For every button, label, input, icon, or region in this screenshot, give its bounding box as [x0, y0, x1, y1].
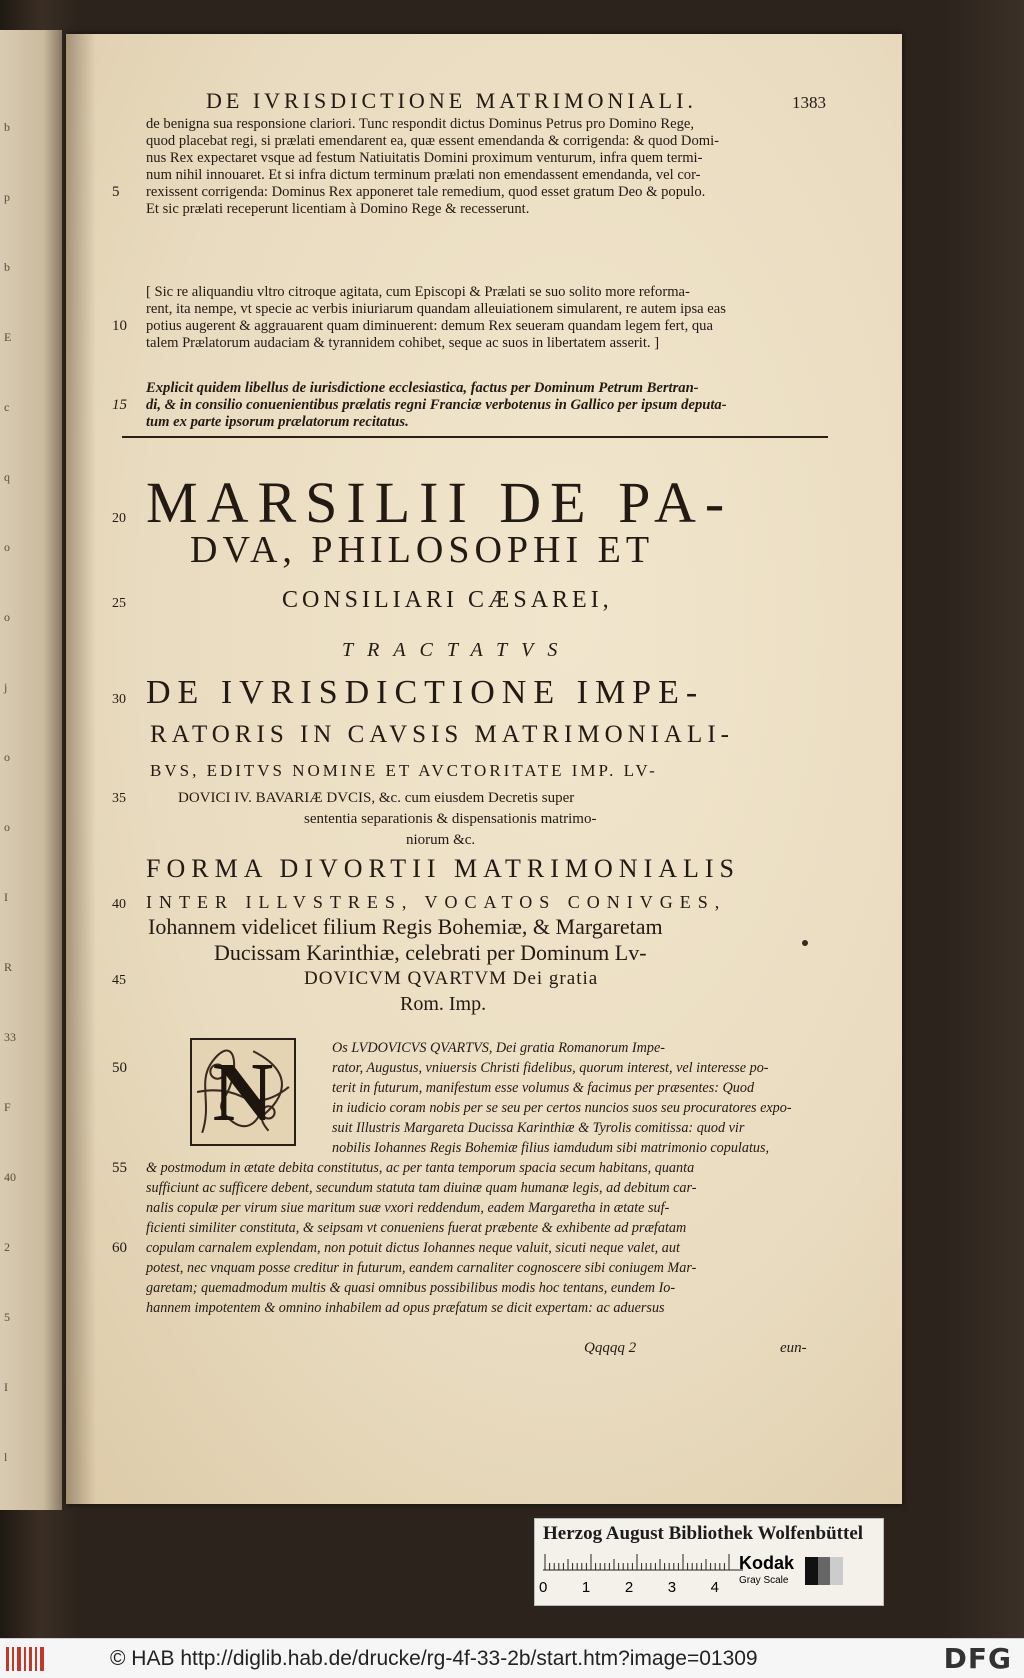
line-text: de benigna sua responsione clariori. Tunc respondit dictus Dominus Petrus pro Domino Rege,: [146, 116, 695, 132]
title-line: [112, 894, 840, 913]
catchword: eun-: [780, 1340, 807, 1356]
facing-page-mark: l: [4, 1450, 8, 1464]
title-text: Rom. Imp.: [400, 993, 487, 1015]
text-line: [112, 1058, 840, 1078]
facing-page-mark: o: [4, 610, 10, 624]
signature-mark: Qqqqq 2: [584, 1340, 637, 1356]
facing-page-mark: b: [4, 120, 10, 134]
text-line: [112, 1298, 840, 1318]
title-text: Ducissam Karinthiæ, celebrati per Dominum Lv-: [214, 940, 647, 965]
folio-number: 1383: [792, 93, 826, 112]
text-line: [112, 1218, 840, 1238]
facing-page-mark: I: [4, 1380, 8, 1394]
ruler-number: 2: [624, 1579, 634, 1596]
text-line: [112, 1278, 840, 1298]
title-text: TRACTATVS: [342, 639, 572, 661]
text-line: [112, 184, 840, 201]
text-line: [112, 1258, 840, 1278]
line-number: 55: [112, 1160, 127, 1176]
text-line: [112, 1178, 840, 1198]
ruler-number: 4: [710, 1579, 719, 1596]
bracket-paragraph: [112, 284, 840, 352]
line-text: Os LVDOVICVS QVARTVS, Dei gratia Romanorum Impe-: [332, 1040, 665, 1056]
line-number: 10: [112, 318, 127, 334]
kodak-brand: Kodak: [739, 1553, 795, 1573]
ruler-scale: [543, 1553, 743, 1571]
text-line: [112, 380, 840, 397]
line-number: 5: [112, 184, 120, 200]
title-line: [112, 472, 840, 534]
running-title: DE IVRISDICTIONE MATRIMONIALI.: [206, 88, 697, 113]
line-number: 50: [112, 1060, 127, 1076]
title-text: DE IVRISDICTIONE IMPE-: [146, 674, 705, 711]
initial-letter: N: [212, 1045, 274, 1139]
title-text: FORMA DIVORTII MATRIMONIALIS: [146, 854, 741, 883]
line-number: 20: [112, 511, 126, 526]
text-line: [112, 1118, 840, 1138]
text-line: [112, 201, 840, 218]
text-line: [112, 1158, 840, 1178]
title-text: CONSILIARI CÆSAREI,: [282, 587, 613, 613]
line-text: garetam; quemadmodum multis & quasi omnibus possibilibus modis hoc tentans, eundem Io-: [146, 1280, 676, 1296]
text-line: [112, 1198, 840, 1218]
title-line: [112, 721, 840, 748]
copyright-text: © HAB: [110, 1646, 175, 1670]
facing-page-mark: 2: [4, 1240, 10, 1254]
text-line: [112, 133, 840, 150]
text-line: [112, 318, 840, 335]
facing-page-mark: o: [4, 820, 10, 834]
running-head: [206, 88, 826, 114]
facing-page-mark: I: [4, 890, 8, 904]
text-line: [112, 1078, 840, 1098]
library-color-card: [534, 1518, 884, 1606]
title-text: Iohannem videlicet filium Regis Bohemiæ, & Margaretam: [148, 914, 663, 939]
title-line: [112, 811, 840, 828]
facing-page-mark: o: [4, 540, 10, 554]
facing-page-mark: E: [4, 330, 12, 344]
line-text: & postmodum in ætate debita constitutus, ac per tanta temporum spacia secum habitans, quanta: [146, 1160, 695, 1176]
facing-page-mark: R: [4, 960, 13, 974]
line-number: 30: [112, 692, 126, 707]
ink-dot: [802, 940, 808, 946]
line-text: ficienti similiter constituta, & seipsam vt conueniens fuerat præbente & exhibente ad præfatam: [146, 1220, 687, 1236]
title-line: [112, 587, 840, 613]
book-page: [66, 34, 902, 1504]
line-text: potest, nec vnquam posse creditur in futurum, eandem carnaliter cognoscere sibi coniugem Mar-: [146, 1260, 697, 1276]
line-number: 25: [112, 596, 126, 611]
facing-page-mark: F: [4, 1100, 11, 1114]
title-line: [112, 914, 840, 939]
line-number: 60: [112, 1240, 127, 1256]
title-line: [112, 940, 840, 965]
hab-barcode-logo-icon: [4, 1644, 54, 1674]
footer-credit: [110, 1647, 758, 1671]
facing-page-mark: c: [4, 400, 10, 414]
title-line: [112, 832, 840, 849]
title-line: [112, 674, 840, 711]
line-text: sufficiunt ac sufficere debent, secundum statuta tam diuinæ quam humanæ legis, ad debitum car-: [146, 1180, 697, 1196]
viewer-footer: [0, 1638, 1024, 1678]
text-line: [112, 414, 840, 431]
text-line: [112, 284, 840, 301]
line-text: Et sic prælati receperunt licentiam à Domino Rege & recesserunt.: [146, 201, 530, 217]
facing-page-mark: b: [4, 260, 10, 274]
facing-page-mark: j: [4, 680, 8, 694]
facing-page-mark: 33: [4, 1030, 16, 1044]
text-line: [112, 301, 840, 318]
title-text: RATORIS IN CAVSIS MATRIMONIALI-: [150, 721, 734, 748]
dfg-logo: DFG: [943, 1642, 1012, 1675]
text-line: [112, 1238, 840, 1258]
title-line: [112, 529, 840, 571]
line-text: [ Sic re aliquandiu vltro citroque agitata, cum Episcopi & Prælati se suo solito more reforma-: [146, 284, 690, 300]
facing-page-edge: [0, 30, 62, 1510]
title-text: INTER ILLVSTRES, VOCATOS CONIVGES,: [146, 892, 727, 912]
line-text: num nihil innouaret. Et si infra dictum terminum prælati non emendassent emendanda, vel cor-: [146, 167, 701, 183]
title-text: sententia separationis & dispensationis matrimo-: [304, 811, 597, 827]
line-text: potius augerent & aggrauarent quam diminuerent: demum Rex seueram quandam legem fert, qua: [146, 318, 713, 334]
title-line: [112, 854, 840, 883]
line-text: suit Illustris Margareta Ducissa Karinthiæ & Tyrolis comitissa: quod vir: [332, 1120, 745, 1136]
text-line: [112, 397, 840, 414]
facing-page-mark: p: [4, 190, 10, 204]
title-text: MARSILII DE PA-: [146, 470, 734, 535]
title-text: DVA, PHILOSOPHI ET: [190, 529, 655, 571]
body-text: [112, 1038, 840, 1318]
section-rule: [122, 436, 828, 438]
line-text: talem Prælatorum audaciam & tyrannidem cohibet, seque ac suos in libertatem asserit. ]: [146, 335, 660, 351]
facing-page-mark: o: [4, 750, 10, 764]
ruler-number: 3: [667, 1579, 677, 1596]
ruler-numbers: [539, 1579, 719, 1596]
line-text: in iudicio coram nobis per se seu per certos nuncios suos seu procuratores expo-: [332, 1100, 792, 1116]
facing-page-mark: 40: [4, 1170, 16, 1184]
text-line: [112, 116, 840, 133]
facing-page-mark: 5: [4, 1310, 10, 1324]
gutter-shadow: [66, 34, 96, 1504]
gray-swatch: [805, 1557, 843, 1585]
line-text: rator, Augustus, vniuersis Christi fidelibus, quorum interest, vel interesse po-: [332, 1060, 769, 1076]
title-line: [112, 993, 840, 1015]
line-text: quod placebat regi, si prælati emendarent ea, quæ essent emendanda & corrigenda: & quod Domi-: [146, 133, 720, 149]
text-line: [112, 1138, 840, 1158]
intro-paragraph: [112, 116, 840, 218]
explicit-paragraph: [112, 380, 840, 431]
line-text: copulam carnalem explendam, non potuit dictus Iohannes neque valuit, sicuti neque valet, aut: [146, 1240, 680, 1256]
text-line: [112, 335, 840, 352]
line-text: rent, ita nempe, vt specie ac verbis iniuriarum quandam alleuiationem simularent, re autem ipsa eas: [146, 301, 726, 317]
line-text: nobilis Iohannes Regis Bohemiæ filius iamdudum sibi matrimonio copulatus,: [332, 1140, 770, 1156]
text-line: [112, 1098, 840, 1118]
line-number: 40: [112, 897, 126, 912]
ruler-number: 0: [539, 1579, 548, 1596]
permalink[interactable]: http://diglib.hab.de/drucke/rg-4f-33-2b/start.htm?image=01309: [180, 1646, 758, 1670]
title-text: DOVICI IV. BAVARIÆ DVCIS, &c. cum eiusdem Decretis super: [178, 790, 575, 806]
line-text: tum ex parte ipsorum prælatorum recitatus.: [146, 414, 409, 430]
line-number: 35: [112, 791, 126, 806]
title-line: [112, 790, 840, 807]
title-text: niorum &c.: [406, 832, 476, 848]
title-text: DOVICVM QVARTVM Dei gratia: [304, 968, 599, 989]
line-text: nus Rex expectaret vsque ad festum Natiuitatis Domini proximum venturum, infra quem termi-: [146, 150, 703, 166]
card-title: Herzog August Bibliothek Wolfenbüttel: [543, 1523, 864, 1544]
facing-page-mark: q: [4, 470, 10, 484]
title-text: BVS, EDITVS NOMINE ET AVCTORITATE IMP. LV-: [150, 761, 658, 780]
gray-scale-label: Gray Scale: [739, 1575, 789, 1586]
title-line: [112, 639, 840, 661]
ruler-number: 1: [581, 1579, 591, 1596]
line-text: hannem impotentem & omnino inhabilem ad opus præfatum se dicit expertam: ac aduersus: [146, 1300, 665, 1316]
text-line: [112, 150, 840, 167]
line-text: terit in futurum, manifestum esse volumus & facimus per præsentes: Quod: [332, 1080, 755, 1096]
text-line: [112, 1038, 840, 1058]
text-line: [112, 167, 840, 184]
title-line: [112, 762, 840, 779]
line-text: Explicit quidem libellus de iurisdictione ecclesiastica, factus per Dominum Petrum Bertran-: [146, 380, 699, 396]
line-text: nalis copulæ per virum siue maritum suæ vxori reddendum, eadem Margaretha in ætate suf-: [146, 1200, 670, 1216]
line-text: rexissent corrigenda: Dominus Rex apponeret tale remedium, quod esset gratum Deo & populo.: [146, 184, 706, 200]
line-number: 45: [112, 973, 126, 988]
line-number: 15: [112, 397, 127, 413]
line-text: di, & in consilio conuenientibus prælatis regni Franciæ verbotenus in Gallico per ipsum deputa-: [146, 397, 727, 413]
title-line: [112, 970, 840, 989]
